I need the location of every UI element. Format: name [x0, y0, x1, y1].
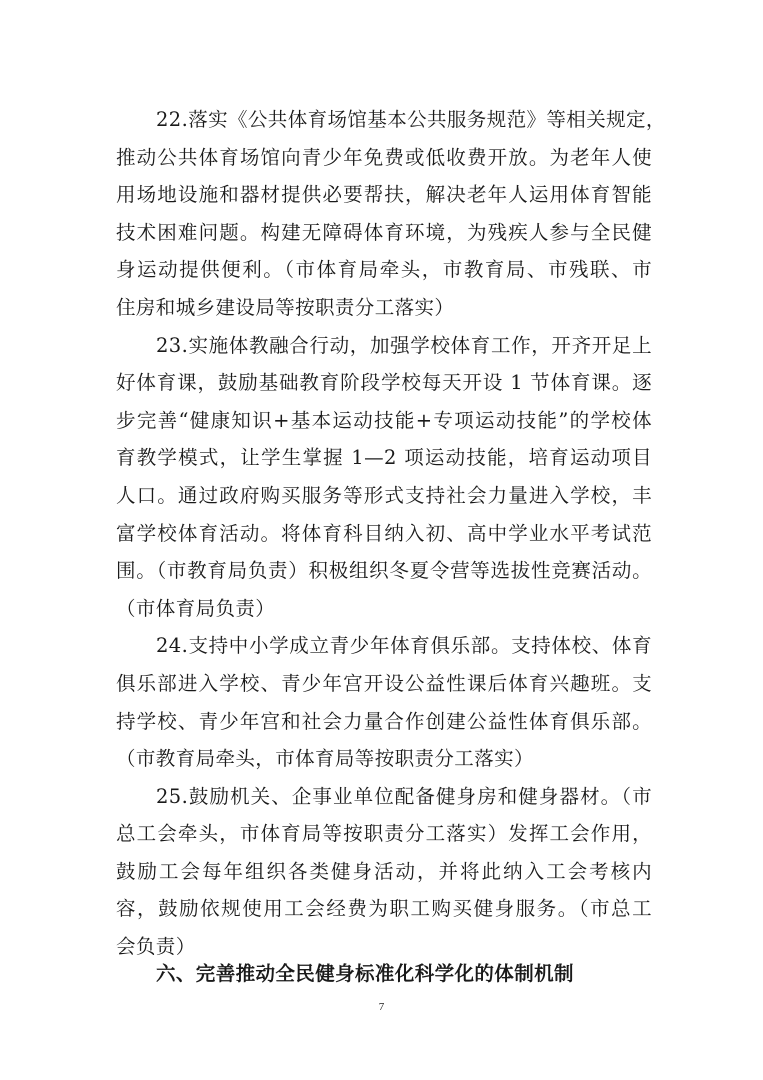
paragraph-line: 鼓励工会每年组织各类健身活动，并将此纳入工会考核内: [116, 859, 652, 883]
paragraph-line: 步完善“健康知识+基本运动技能+专项运动技能”的学校体: [116, 408, 652, 432]
section-heading: 六、完善推动全民健身标准化科学化的体制机制: [156, 962, 574, 985]
document-body: [116, 101, 666, 966]
paragraph-line: 会负责）: [116, 935, 196, 959]
paragraph-line: （市体育局负责）: [116, 596, 276, 620]
paragraph-line: （市教育局牵头，市体育局等按职责分工落实）: [116, 747, 534, 771]
paragraph-line: 人口。通过政府购买服务等形式支持社会力量进入学校，丰: [116, 483, 652, 507]
paragraph-para-25: [116, 778, 652, 966]
paragraph-line: 围。（市教育局负责）积极组织冬夏令营等选拔性竞赛活动。: [116, 559, 652, 583]
paragraph-line: 俱乐部进入学校、青少年宫开设公益性课后体育兴趣班。支: [116, 671, 652, 695]
paragraph-para-24: [116, 627, 652, 777]
page-number: 7: [378, 1001, 385, 1013]
paragraph-para-23: [116, 327, 652, 628]
paragraph-line: 好体育课，鼓励基础教育阶段学校每天开设 1 节体育课。逐: [116, 371, 652, 395]
paragraph-line: 23.实施体教融合行动，加强学校体育工作，开齐开足上: [156, 333, 652, 357]
paragraph-line: 住房和城乡建设局等按职责分工落实）: [116, 295, 455, 319]
paragraph-line: 总工会牵头，市体育局等按职责分工落实）发挥工会作用，: [116, 822, 652, 846]
paragraph-line: 育教学模式，让学生掌握 1—2 项运动技能，培育运动项目: [116, 446, 652, 470]
paragraph-line: 推动公共体育场馆向青少年免费或低收费开放。为老年人使: [116, 145, 652, 169]
paragraph-line: 25.鼓励机关、企事业单位配备健身房和健身器材。（市: [156, 784, 652, 808]
paragraph-line: 容，鼓励依规使用工会经费为职工购买健身服务。（市总工: [116, 897, 652, 921]
paragraph-line: 持学校、青少年宫和社会力量合作创建公益性体育俱乐部。: [116, 709, 652, 733]
paragraph-line: 22.落实《公共体育场馆基本公共服务规范》等相关规定，: [156, 108, 666, 131]
paragraph-line: 身运动提供便利。（市体育局牵头，市教育局、市残联、市: [116, 258, 652, 282]
paragraph-line: 富学校体育活动。将体育科目纳入初、高中学业水平考试范: [116, 521, 652, 545]
paragraph-line: 24.支持中小学成立青少年体育俱乐部。支持体校、体育: [156, 634, 652, 658]
paragraph-line: 技术困难问题。构建无障碍体育环境，为残疾人参与全民健: [116, 220, 652, 244]
paragraph-line: 用场地设施和器材提供必要帮扶，解决老年人运用体育智能: [116, 183, 652, 207]
paragraph-para-22: [116, 101, 666, 327]
